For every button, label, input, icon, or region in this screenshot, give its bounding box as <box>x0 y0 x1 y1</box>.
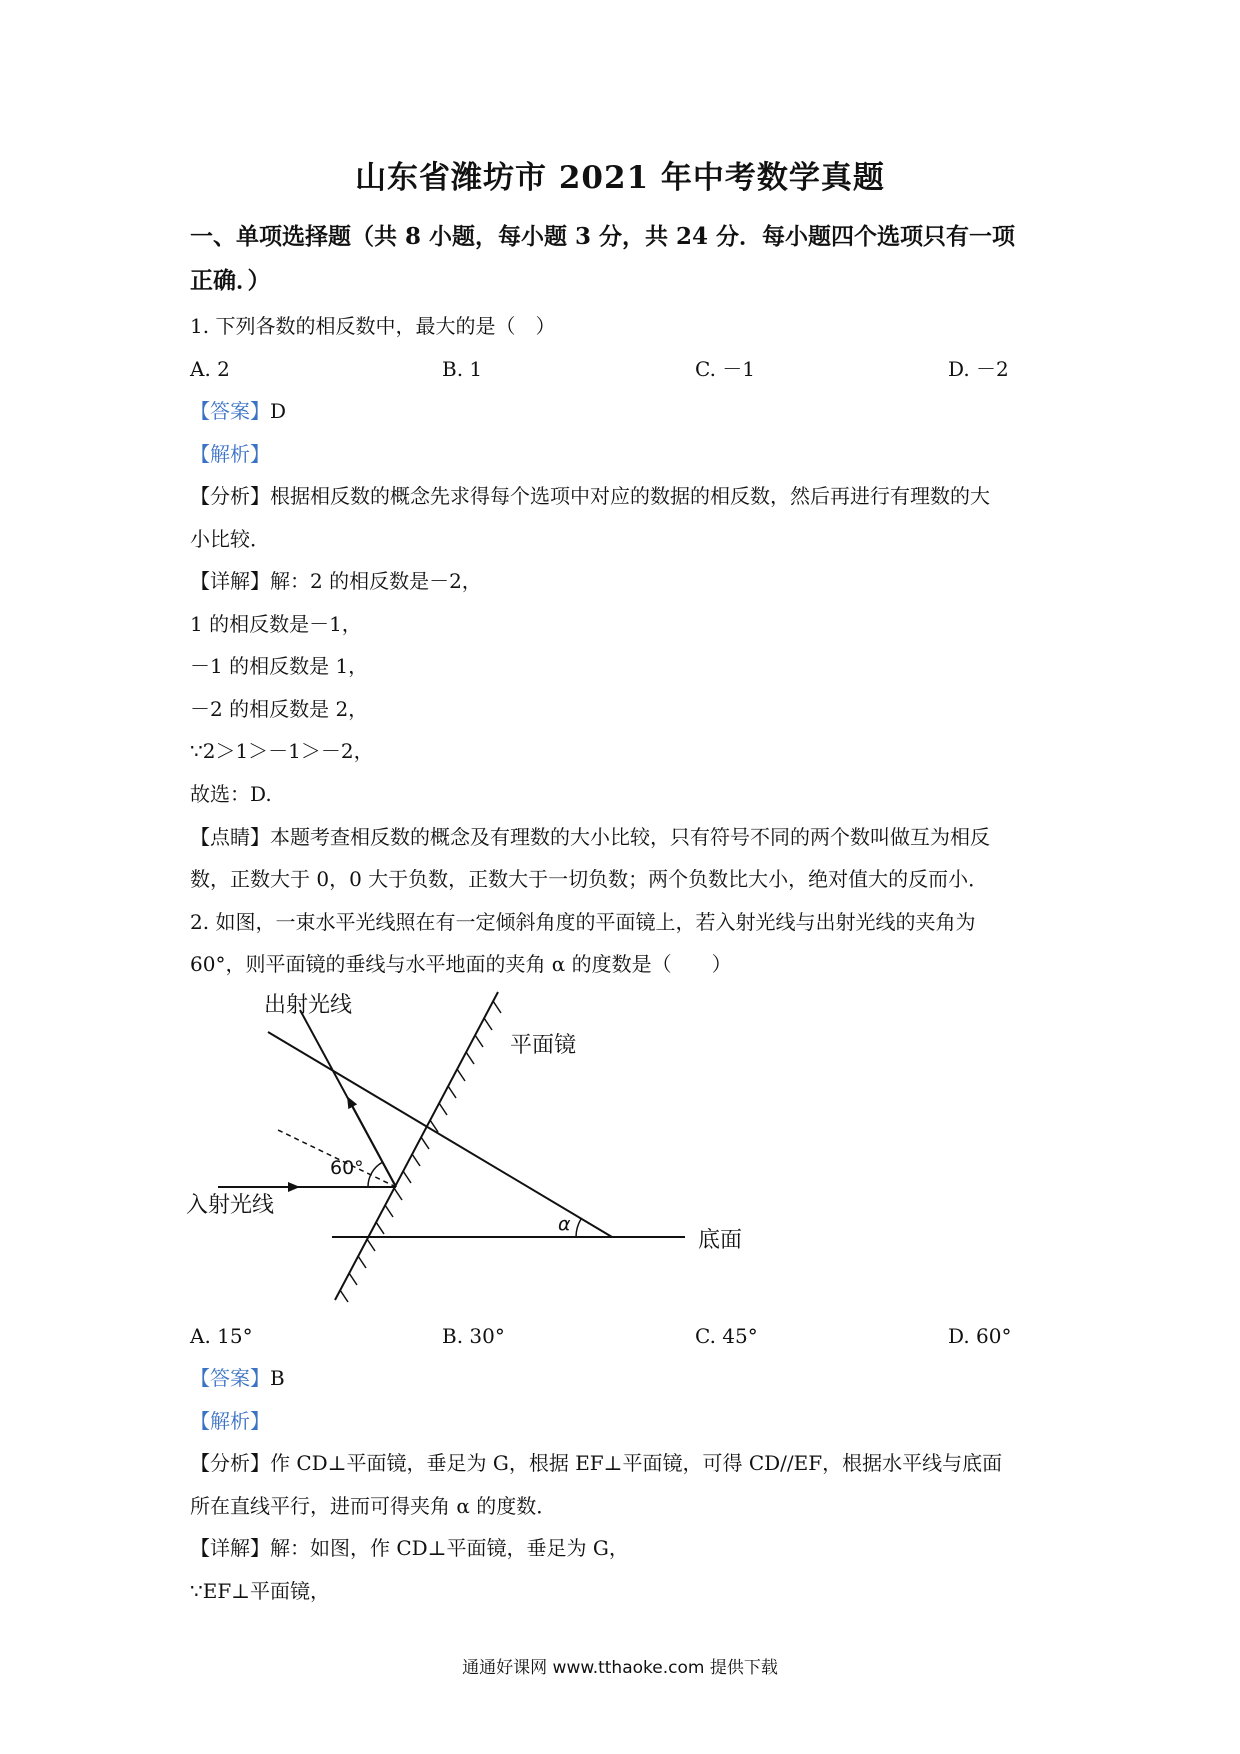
detail-text: 解：如图，作 CD⊥平面镜，垂足为 G， <box>270 1536 629 1560</box>
q1-option-b: B. 1 <box>442 357 483 381</box>
answer-tag: 【答案】 <box>190 399 270 423</box>
q1-detail-line: ∵2＞1＞－1＞－2， <box>190 739 374 763</box>
q1-option-d: D. －2 <box>948 357 1009 381</box>
q1-comment <box>190 823 1070 851</box>
q1-fenxi-cont: 小比较． <box>190 527 270 551</box>
q2-answer <box>190 1364 1070 1392</box>
q2-option-a: A. 15° <box>190 1324 253 1348</box>
q1-detail-line: 故选：D. <box>190 782 272 806</box>
analysis-tag: 【解析】 <box>190 1409 270 1433</box>
q1-fenxi <box>190 482 1070 510</box>
q2-stem-cont: 60°，则平面镜的垂线与水平地面的夹角 α 的度数是（ ） <box>190 952 732 976</box>
fenxi-text: 作 CD⊥平面镜，垂足为 G，根据 EF⊥平面镜，可得 CD//EF，根据水平线与底面 <box>270 1451 1003 1475</box>
answer-value: D <box>270 399 287 423</box>
label-incoming: 入射光线 <box>186 1193 275 1218</box>
detail-tag: 【详解】 <box>190 569 270 593</box>
q1-option-a: A. 2 <box>190 357 230 381</box>
mirror-line <box>335 992 498 1300</box>
q2-option-c: C. 45° <box>695 1324 758 1348</box>
q2-stem: 2. 如图，一束水平光线照在有一定倾斜角度的平面镜上，若入射光线与出射光线的夹角为 <box>190 910 976 934</box>
q1-detail-line: －2 的相反数是 2， <box>190 697 369 721</box>
analysis-tag: 【解析】 <box>190 442 270 466</box>
q1-comment-cont: 数，正数大于 0，0 大于负数，正数大于一切负数；两个负数比大小，绝对值大的反而小． <box>190 867 989 891</box>
mirror-diagram <box>180 990 780 1310</box>
fenxi-text: 根据相反数的概念先求得每个选项中对应的数据的相反数，然后再进行有理数的大 <box>270 484 990 508</box>
page-footer: 通通好课网 www.tthaoke.com 提供下载 <box>462 1658 778 1678</box>
q2-fenxi-cont: 所在直线平行，进而可得夹角 α 的度数． <box>190 1494 557 1518</box>
comment-text: 本题考查相反数的概念及有理数的大小比较，只有符号不同的两个数叫做互为相反 <box>270 825 990 849</box>
answer-value: B <box>270 1366 285 1390</box>
q2-detail <box>190 1534 1070 1562</box>
fenxi-tag: 【分析】 <box>190 484 270 508</box>
q2-option-b: B. 30° <box>442 1324 505 1348</box>
q2-fenxi <box>190 1449 1070 1477</box>
q1-stem: 1. 下列各数的相反数中，最大的是（ ） <box>190 314 556 338</box>
detail-text: 解：2 的相反数是－2， <box>270 569 482 593</box>
q1-answer <box>190 397 1070 425</box>
mirror-normal-line <box>268 1032 612 1237</box>
label-mirror: 平面镜 <box>510 1033 577 1058</box>
q1-detail-line: 1 的相反数是－1， <box>190 612 362 636</box>
label-ground: 底面 <box>698 1228 743 1253</box>
q2-option-d: D. 60° <box>948 1324 1012 1348</box>
section-heading: 一、单项选择题（共 8 小题，每小题 3 分，共 24 分．每小题四个选项只有一项 <box>190 223 1016 250</box>
q2-detail-line: ∵EF⊥平面镜， <box>190 1579 331 1603</box>
label-alpha: α <box>558 1213 571 1235</box>
section-heading-cont: 正确．） <box>190 267 271 294</box>
angle-alpha-arc <box>576 1219 581 1237</box>
mirror-hatching <box>340 1001 501 1302</box>
angle-60-arc <box>368 1162 383 1187</box>
q1-analysis-tag <box>190 440 1070 468</box>
q1-detail <box>190 567 1070 595</box>
answer-tag: 【答案】 <box>190 1366 270 1390</box>
q1-option-c: C. －1 <box>695 357 756 381</box>
detail-tag: 【详解】 <box>190 1536 270 1560</box>
label-outgoing: 出射光线 <box>264 993 353 1018</box>
q1-detail-line: －1 的相反数是 1， <box>190 654 369 678</box>
comment-tag: 【点睛】 <box>190 825 270 849</box>
fenxi-tag: 【分析】 <box>190 1451 270 1475</box>
q2-analysis-tag <box>190 1407 1070 1435</box>
page-title: 山东省潍坊市 2021 年中考数学真题 <box>355 160 885 196</box>
label-60-degrees: 60° <box>330 1157 364 1179</box>
